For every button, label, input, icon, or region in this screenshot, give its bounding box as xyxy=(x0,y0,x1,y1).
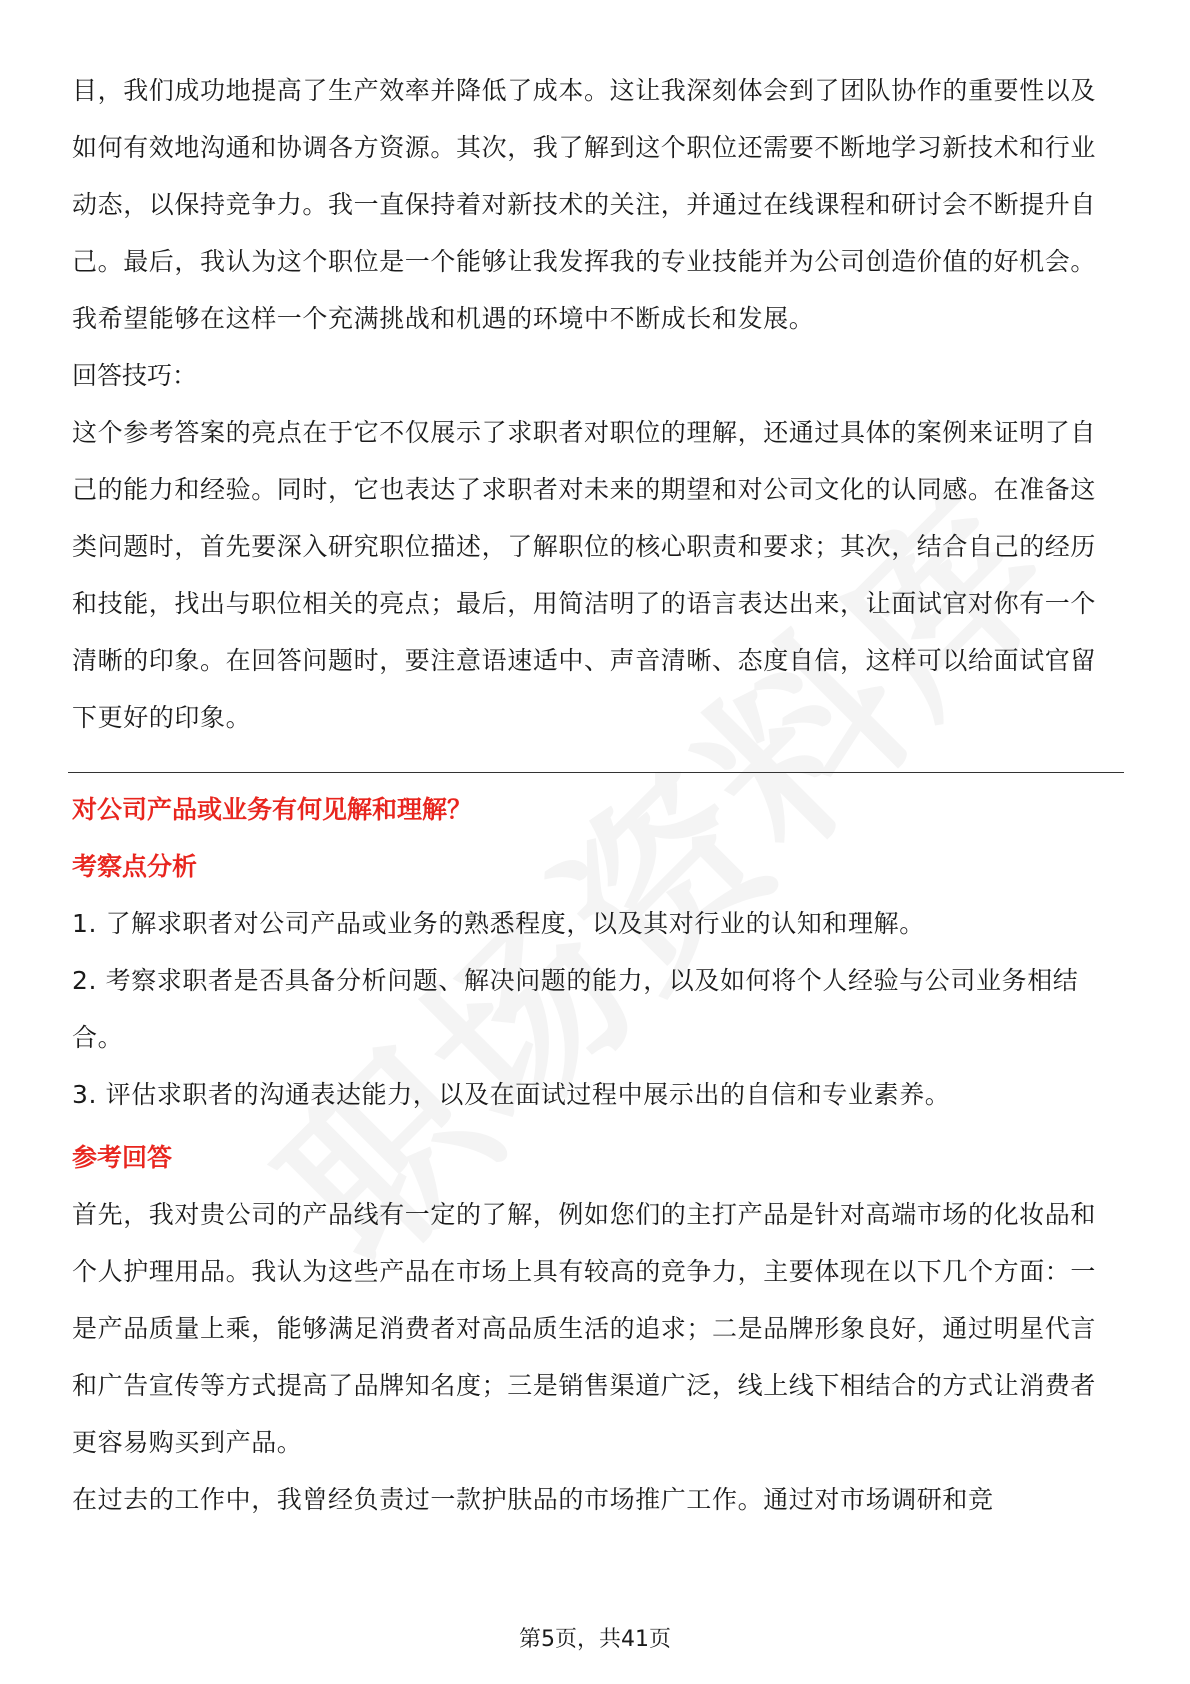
tips-paragraph: 这个参考答案的亮点在于它不仅展示了求职者对职位的理解，还通过具体的案例来证明了自己的能力和经验。同时，它也表达了求职者对未来的期望和对公司文化的认同感。在准备这类问题时，首先要深入研究职位描述，了解职位的核心职责和要求；其次，结合自己的经历和技能，找出与职位相关的亮点；最后，用简洁明了的语言表达出来，让面试官对你有一个清晰的印象。在回答问题时，要注意语速适中、声音清晰、态度自信，这样可以给面试官留下更好的印象。 xyxy=(72,418,1097,732)
section-divider xyxy=(68,772,1124,773)
tips-label: 回答技巧： xyxy=(72,361,198,390)
answer-paragraph: 首先，我对贵公司的产品线有一定的了解，例如您们的主打产品是针对高端市场的化妆品和个人护理用品。我认为这些产品在市场上具有较高的竞争力，主要体现在以下几个方面：一是产品质量上乘，能够满足消费者对高品质生活的追求；二是品牌形象良好，通过明星代言和广告宣传等方式提高了品牌知名度；三是销售渠道广泛，线上线下相结合的方式让消费者更容易购买到产品。 xyxy=(72,1200,1097,1457)
analysis-item: 1. 了解求职者对公司产品或业务的熟悉程度，以及其对行业的认知和理解。 xyxy=(72,909,925,938)
document-body xyxy=(72,62,1118,1528)
analysis-item: 2. 考察求职者是否具备分析问题、解决问题的能力，以及如何将个人经验与公司业务相结合。 xyxy=(72,966,1079,1052)
analysis-heading: 考察点分析 xyxy=(72,852,198,881)
answer-heading: 参考回答 xyxy=(72,1143,173,1172)
answer-paragraph: 在过去的工作中，我曾经负责过一款护肤品的市场推广工作。通过对市场调研和竞 xyxy=(72,1485,994,1514)
analysis-item: 3. 评估求职者的沟通表达能力，以及在面试过程中展示出的自信和专业素养。 xyxy=(72,1080,951,1109)
question-title: 对公司产品或业务有何见解和理解？ xyxy=(72,795,473,824)
intro-paragraph: 目，我们成功地提高了生产效率并降低了成本。这让我深刻体会到了团队协作的重要性以及如何有效地沟通和协调各方资源。其次，我了解到这个职位还需要不断地学习新技术和行业动态，以保持竞争力。我一直保持着对新技术的关注，并通过在线课程和研讨会不断提升自己。最后，我认为这个职位是一个能够让我发挥我的专业技能并为公司创造价值的好机会。我希望能够在这样一个充满挑战和机遇的环境中不断成长和发展。 xyxy=(72,76,1097,333)
page-number: 第5页，共41页 xyxy=(519,1627,671,1652)
